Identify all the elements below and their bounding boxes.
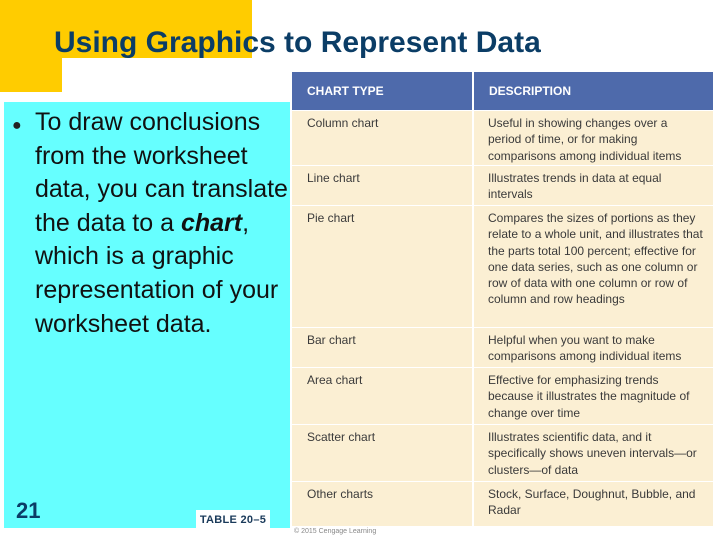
table-tag: TABLE 20–5 — [196, 510, 270, 530]
table-row — [292, 328, 714, 368]
description-cell: Useful in showing changes over a period of time, or for making comparisons among individual items — [473, 111, 714, 166]
description-cell: Illustrates trends in data at equal intervals — [473, 166, 714, 206]
table-row — [292, 482, 714, 526]
copyright-note: © 2015 Cengage Learning — [294, 528, 377, 535]
chart-type-cell: Other charts — [292, 482, 473, 526]
chart-type-cell: Pie chart — [292, 206, 473, 328]
table-row — [292, 111, 714, 166]
chart-type-cell: Line chart — [292, 166, 473, 206]
header-description: DESCRIPTION — [473, 72, 714, 111]
table-row — [292, 166, 714, 206]
title-backdrop — [62, 58, 294, 104]
bullet-text — [35, 106, 297, 341]
table-row — [292, 206, 714, 328]
description-cell: Compares the sizes of portions as they relate to a whole unit, and illustrates that the parts total 100 percent; effective for one data series, such as one column or row of data with one column or row of column and row headings — [473, 206, 714, 328]
chart-emphasis: chart — [180, 208, 243, 237]
chart-type-cell: Scatter chart — [292, 425, 473, 482]
description-cell: Stock, Surface, Doughnut, Bubble, and Radar — [473, 482, 714, 526]
slide-title: Using Graphics to Represent Data — [54, 26, 541, 59]
table-row — [292, 425, 714, 482]
bullet-text-part1: To draw conclusions from the worksheet data, you can translate the data to a — [35, 108, 288, 237]
table-header-row — [292, 72, 714, 111]
description-cell: Helpful when you want to make comparisons among individual items — [473, 328, 714, 368]
bullet-text-part2: , which is a graphic representation of your worksheet data. — [35, 208, 279, 338]
description-cell: Illustrates scientific data, and it specifically shows uneven intervals—or clusters—of data — [473, 425, 714, 482]
chart-type-cell: Area chart — [292, 368, 473, 425]
description-cell: Effective for emphasizing trends because it illustrates the magnitude of change over time — [473, 368, 714, 425]
chart-types-table — [292, 72, 715, 526]
header-chart-type: CHART TYPE — [292, 72, 473, 111]
bullet-dot-icon: ● — [12, 117, 22, 134]
table-row — [292, 368, 714, 425]
chart-type-cell: Bar chart — [292, 328, 473, 368]
slide-number: 21 — [16, 498, 41, 523]
chart-type-cell: Column chart — [292, 111, 473, 166]
